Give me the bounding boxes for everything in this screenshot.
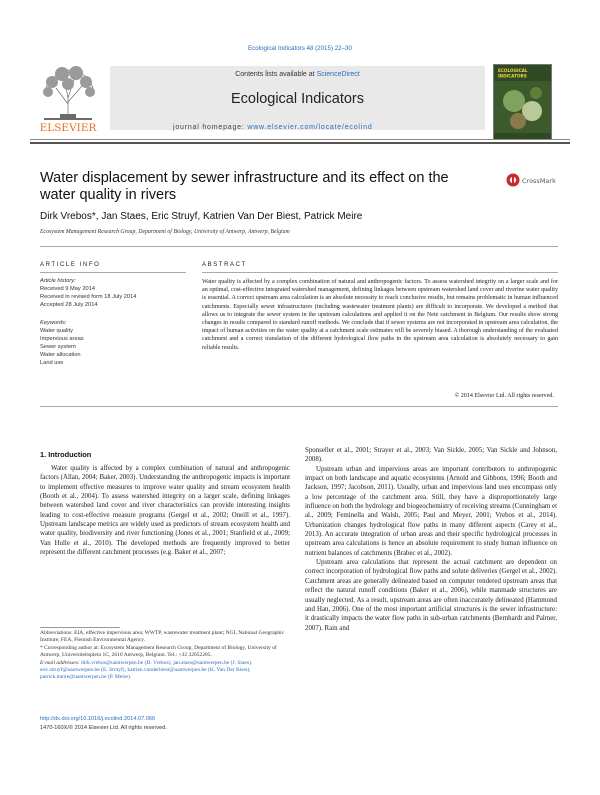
issn-copyright: 1470-160X/© 2014 Elsevier Ltd. All rights reserved. [40,725,167,731]
journal-homepage [173,124,373,131]
journal-citation[interactable]: Ecological Indicators 48 (2015) 22–30 [248,45,352,52]
footnote-abbreviations: Abbreviations: EIA, effective impervious area; WWTP, wastewater treatment plant; NGI, National Geographic Institute; FEA, Flemish Environmental Agency. [40,630,285,644]
cover-art [494,65,552,140]
contents-prefix: Contents lists available at [235,71,317,78]
elsevier-logo [30,58,106,134]
email-links[interactable]: dirk.vrebos@uantwerpen.be (D. Vrebos), jan.staes@uantwerpen.be (J. Staes), eric.struyf@uantwerpen.be (E. Struyf), katrien.vanderbiest@uantwerpen.be (K. Van Der Biest), patrick.meire@uantwerpen.be (P. Meire). [40,659,253,681]
keywords-label: Keywords: [40,320,67,326]
body-left-column [40,464,290,557]
body-right-column [305,446,557,633]
abstract-rule [202,272,558,273]
keyword-item: Land use [40,359,64,366]
article-info-heading: ARTICLE INFO [40,262,101,268]
keyword-item: Water quality [40,327,73,334]
body-paragraph: Water quality is affected by a complex combination of natural and anthropogenic factors (Allan, 2004; Baker, 2003). Understanding the anthropogenic impacts is important to implement effective measures to improve water quality and stream ecosystem health (Booth et al., 2004). To assess watershed integrity on a larger scale, defining linkages between watershed land cover and river characteristics can provide interesting insights leading to cost-effective measure programs (Gergel et al., 2002; Oneill et al., 1997). Upstream landscape metrics are widely used as predictors of stream ecosystem health and water quality, biodiversity and river functioning (Jones et al., 2001; Stanfield et al., 2009; Van Hulle et al., 2010). The developed methods are frequently improved to better represent the different catchment processes (e.g. Baker et al., 2007; [40,465,290,557]
keywords [40,320,186,367]
article-title: Water displacement by sewer infrastructure and its effect on the water quality in rivers [40,170,449,203]
keyword-item: Sewer system [40,343,76,350]
emails-label: E-mail addresses: [40,659,80,666]
cover-title-line2: INDICATORS [498,73,527,79]
doi-link[interactable]: http://dx.doi.org/10.1016/j.ecolind.2014.07.066 [40,716,156,722]
history-received: Received 9 May 2014 [40,285,96,292]
abstract-bottom-rule [40,406,558,407]
cover-title-line1: ECOLOGICAL [498,68,528,73]
body-paragraph: Upstream urban and impervious areas are important contributors to anthropogenic impact on both landscape and aquatic ecosystems (Arnold and Gibbons, 1996; Booth and Jackson, 1997; Jacobson, 2011). Usually, urban and impervious land uses encompass only a low percentage of the catchment area. Still, they have a disproportionately large influence on both the hydrology and biogeochemistry of receiving streams (Cunningham et al., 2009; Feminella and Walsh, 2005; Paul and Meyer, 2001; Vrebos et al., 2014). Urbanization changes hydrological flow paths in many different aspects (Carey et al., 2013). An accurate integration of urban areas and their specific hydrological processes in upstream area calculations is hence an absolute requirement to study human influence on nutrient balances of catchments (Brabec et al., 2002). [305,465,557,557]
article-info-rule [40,272,186,273]
article-history [40,278,186,310]
title-rule [40,246,558,247]
footnote-emails [40,660,290,682]
abstract-heading: ABSTRACT [202,262,247,268]
abstract-copyright: © 2014 Elsevier Ltd. All rights reserved. [454,393,554,399]
body-paragraph: Sponseller et al., 2001; Strayer et al., 2003; Van Sickle, 2005; Van Sickle and Johnson, 2008). [305,447,557,464]
history-accepted: Accepted 28 July 2014 [40,301,98,308]
body-paragraph: Upstream area calculations that represent the actual catchment are dependent on correct incorporation of hydrological flow paths and solute deliveries (Gergel et al., 2002). Catchment areas are generally delineated based on computer rendered upstream areas that reflect the natural runoff conditions (Baker et al., 2006), while manmade structures are usually neglected. As a result, upstream areas are often inaccurately delineated (Hammond and Han, 2006). One of the most important artificial structures is the sewer infrastructure: it drastically impacts the water flow paths in sub-urban catchments (Bernhardt and Palmer, 2007). Rain and [305,559,557,632]
homepage-link[interactable]: www.elsevier.com/locate/ecolind [247,124,373,131]
journal-cover-image[interactable] [493,64,552,140]
history-label: Article history: [40,278,76,284]
header-rule [30,139,570,140]
crossmark-label: CrossMark [522,177,556,185]
keyword-item: Water allocation [40,351,81,358]
abstract-text: Water quality is affected by a complex combination of natural and anthropogenic factors. To assess watershed integrity on a larger scale and for an optimal, cost-effective integrated watershed management, defining linkages between upstream watershed land cover and riverine water quality is essential. A correct upstream area calculation is an absolute necessity to reach conclusive results, but remains problematic in human influenced catchments. Especially sewer infrastructures (including wastewater treatment plants) are difficult to incorporate. We developed a method that allows us to integrate the sewer system in the upstream calculations and applied it on the Nete catchment in Belgium. Our results show strong changes in results compared to standard runoff methods. We conclude that if sewer systems are not incorporated in upstream area calculation, the impact of human activities on the water quality at a catchment scale estimates will be severely biased. A thorough understanding of the evaluated catchment and a correct translation of the different hydrological flow paths in the upstream area calculation is absolutely necessary to gain reliable results. [202,279,558,351]
contents-line [110,71,485,78]
elsevier-wordmark: ELSEVIER [39,122,97,134]
footnote-corresponding: * Corresponding author at: Ecosystem Management Research Group, Department of Biology, University of Antwerp, Universiteitsplein 1C, 2610 Antwerp, Belgium. Tel.: +32 32652285. [40,644,277,659]
keyword-item: Impervious areas [40,335,84,342]
section-heading-introduction: 1. Introduction [40,450,92,459]
author-affiliation: Ecosystem Management Research Group, Department of Biology, University of Antwerp, Antwerp, Belgium [40,229,290,235]
author-list: Dirk Vrebos*, Jan Staes, Eric Struyf, Katrien Van Der Biest, Patrick Meire [40,211,363,222]
footnotes [40,630,290,682]
header-rule-thick [30,142,570,144]
footnote-rule [40,627,120,628]
homepage-prefix: journal homepage: [173,124,248,131]
history-revised: Received in revised form 18 July 2014 [40,293,137,300]
crossmark-badge[interactable] [506,172,566,188]
sciencedirect-link[interactable]: ScienceDirect [316,71,360,78]
journal-name: Ecological Indicators [231,91,364,107]
